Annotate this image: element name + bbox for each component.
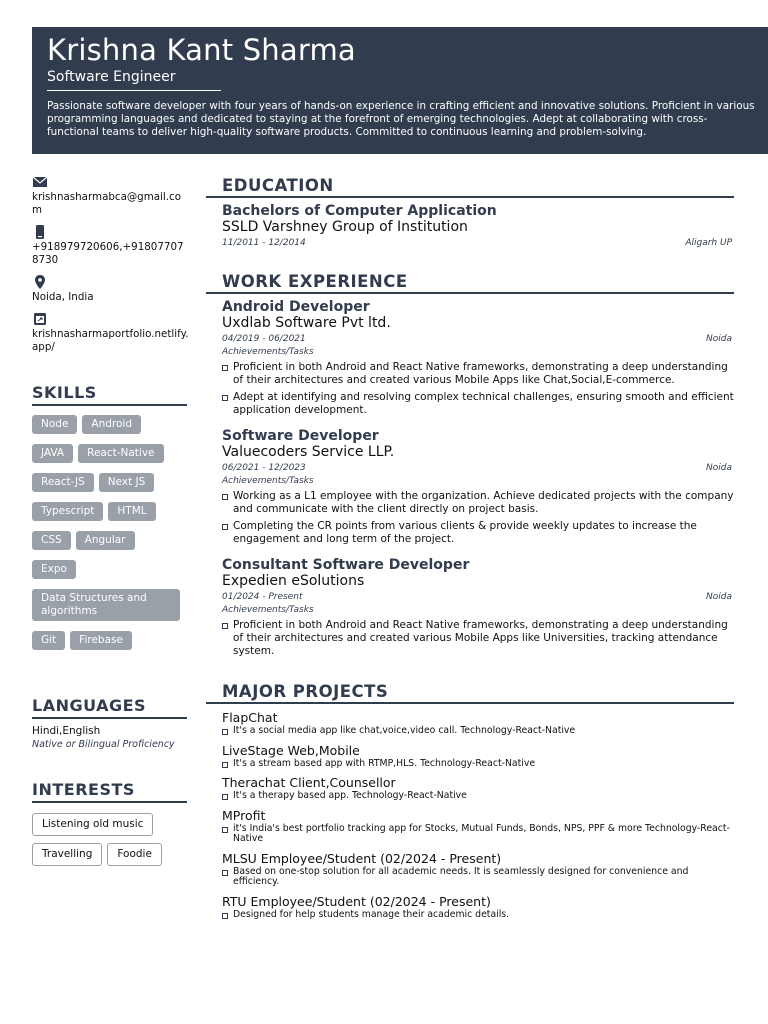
project-item [222,894,734,921]
language-name: Hindi,English [32,725,101,737]
job-dates: 06/2021 - 12/2023 [222,463,306,473]
contact-location [32,274,190,304]
work-experience-heading: WORK EXPERIENCE [206,272,734,294]
skills-list [32,415,190,660]
project-description: It's a therapy based app. Technology-React-Native [222,791,734,802]
education-heading: EDUCATION [206,176,734,198]
profile-summary: Passionate software developer with four years of hands-on experience in crafting efficient and innovative solutions. Proficient in various programming languages and dedicated to staying at the forefront of emerging technologies. Adept at collaborating with cross-functional teams to deliver high-quality software products. Committed to continuous learning and problem-solving. [47,100,755,138]
project-description: Designed for help students manage their academic details. [222,910,734,921]
phone-text: +918979720606,+918077078730 [32,241,184,266]
job-bullet: Proficient in both Android and React Native frameworks, demonstrating a deep understanding of their architectures and created various Mobile Apps like Chat,Social,E-commerce. [222,361,734,387]
skill-chip: Data Structures and algorithms [32,589,180,621]
job-bullet: Adept at identifying and resolving complex technical challenges, ensuring smooth and efficient application development. [222,391,734,417]
resume-header [32,27,768,154]
skill-chip: Angular [76,531,135,550]
skill-chip: Typescript [32,502,103,521]
job-dates: 01/2024 - Present [222,592,303,602]
main-column [206,176,734,936]
interests-list [32,812,190,872]
skill-chip: React-JS [32,473,94,492]
skills-section [32,383,190,660]
job-location: Noida [706,334,732,344]
project-title: RTU Employee/Student (02/2024 - Present) [222,893,491,909]
education-dates: 11/2011 - 12/2014 [222,238,306,248]
skill-chip: HTML [108,502,155,521]
project-title: MProfit [222,807,266,823]
company-name: Valuecoders Service LLP. [222,444,395,460]
achievements-label: Achievements/Tasks [222,347,314,357]
job-bullet: Working as a L1 employee with the organization. Achieve dedicated projects with the company and communicate with the client directly on project basis. [222,490,734,516]
job-bullet: Proficient in both Android and React Native frameworks, demonstrating a deep understanding of their architectures and created various Mobile Apps like Universities, tracking attendance system. [222,619,734,658]
company-name: Uxdlab Software Pvt ltd. [222,315,391,331]
project-item [222,710,734,737]
languages-heading: LANGUAGES [32,696,187,719]
job-entry [222,428,734,546]
education-entry [222,203,734,248]
achievements-label: Achievements/Tasks [222,605,314,615]
project-item [222,851,734,888]
header-divider [47,90,221,91]
project-title: MLSU Employee/Student (02/2024 - Present) [222,850,502,866]
job-entry [222,557,734,658]
skill-chip: Android [82,415,141,434]
project-description: It's a stream based app with RTMP,HLS. Technology-React-Native [222,759,734,770]
skill-chip: React-Native [78,444,163,463]
school-name: SSLD Varshney Group of Institution [222,219,468,235]
portfolio-link-icon [32,311,48,327]
interests-heading: INTERESTS [32,780,187,803]
skill-chip: JAVA [32,444,73,463]
major-projects-heading: MAJOR PROJECTS [206,682,734,704]
major-projects-section [206,682,734,920]
job-dates: 04/2019 - 06/2021 [222,334,306,344]
contact-list [32,174,190,361]
project-description: Based on one-stop solution for all academic needs. It is seamlessly designed for convenience and efficiency. [222,867,734,888]
skills-heading: SKILLS [32,383,187,406]
achievements-label: Achievements/Tasks [222,476,314,486]
location-text: Noida, India [32,291,94,303]
skill-chip: Git [32,631,65,650]
project-description: It's a social media app like chat,voice,video call. Technology-React-Native [222,726,734,737]
contact-portfolio[interactable] [32,311,190,354]
location-pin-icon [32,274,48,290]
education-location: Aligarh UP [685,238,732,248]
email-icon [32,174,48,190]
interest-tag: Travelling [32,843,102,866]
portfolio-text: krishnasharmaportfolio.netlify.app/ [32,328,189,353]
project-description: it's India's best portfolio tracking app for Stocks, Mutual Funds, Bonds, NPS, PPF & more Technology-React-Native [222,824,734,845]
contact-phone[interactable] [32,224,190,267]
job-location: Noida [706,592,732,602]
company-name: Expedien eSolutions [222,573,365,589]
skill-chip: CSS [32,531,71,550]
languages-section [32,696,190,750]
project-item [222,808,734,845]
skill-chip: Next JS [99,473,155,492]
job-title: Consultant Software Developer [222,557,470,573]
interest-tag: Listening old music [32,813,153,836]
project-title: Therachat Client,Counsellor [222,775,396,790]
job-location: Noida [706,463,732,473]
education-section [206,176,734,248]
contact-email[interactable] [32,174,190,217]
job-entry [222,299,734,417]
skill-chip: Expo [32,560,76,579]
job-bullet: Completing the CR points from various clients & provide weekly updates to increase the engagement and long term of the project. [222,520,734,546]
phone-icon [32,224,48,240]
degree-title: Bachelors of Computer Application [222,203,497,219]
skill-chip: Firebase [70,631,132,650]
project-item [222,775,734,802]
interests-section [32,780,190,872]
language-level: Native or Bilingual Proficiency [32,739,175,750]
candidate-role: Software Engineer [47,69,176,85]
email-text: krishnasharmabca@gmail.com [32,191,182,216]
job-title: Android Developer [222,299,370,315]
project-title: LiveStage Web,Mobile [222,742,360,758]
project-title: FlapChat [222,710,278,725]
work-experience-section [206,272,734,658]
job-title: Software Developer [222,428,379,444]
candidate-name: Krishna Kant Sharma [47,33,356,67]
project-item [222,743,734,770]
interest-tag: Foodie [107,843,162,866]
skill-chip: Node [32,415,77,434]
